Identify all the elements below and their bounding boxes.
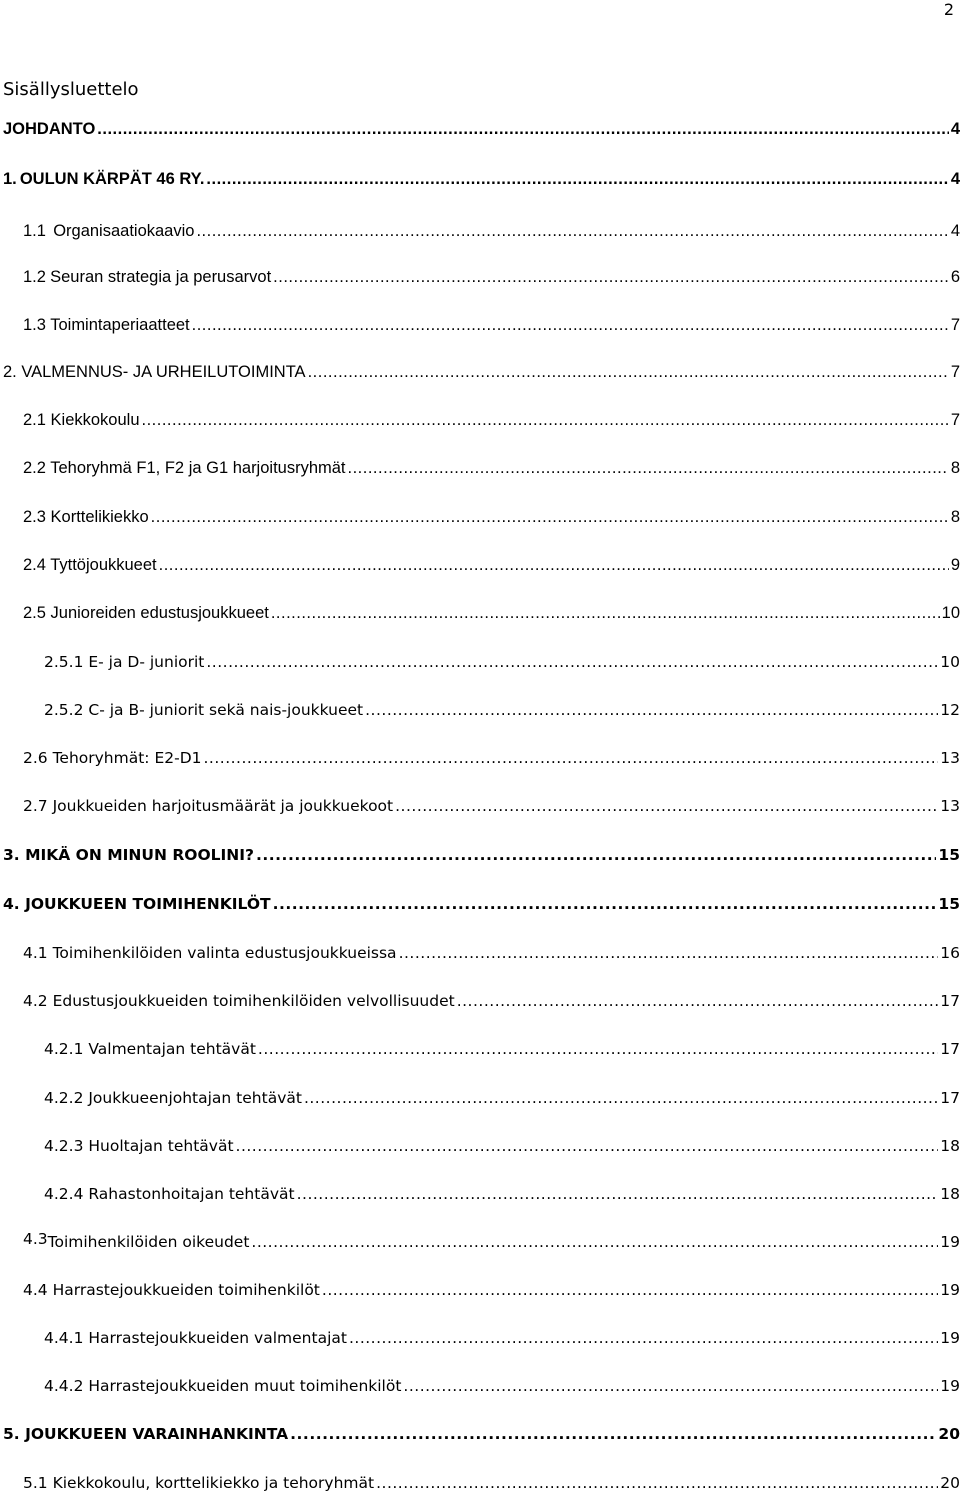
dot-leader (206, 650, 938, 674)
toc-entry-page: 20 (940, 1474, 960, 1492)
toc-entry-page: 17 (940, 1040, 960, 1058)
toc-entry-page: 19 (940, 1233, 960, 1251)
toc-entry-section-3[interactable] (3, 843, 960, 867)
toc-entry-section-2-1[interactable] (23, 408, 960, 432)
toc-entry-page: 12 (940, 701, 960, 719)
toc-entry-title: JOHDANTO (3, 120, 96, 138)
toc-entry-title: 4.2.4 Rahastonhoitajan tehtävät (44, 1185, 295, 1203)
toc-entry-title: 5.1 Kiekkokoulu, korttelikiekko ja tehoryhmät (23, 1474, 375, 1492)
toc-entry-page: 17 (940, 992, 960, 1010)
dot-leader (97, 117, 949, 141)
dot-leader (395, 794, 938, 818)
toc-entry-title: 2.2 Tehoryhmä F1, F2 ja G1 harjoitusryhmät (23, 459, 346, 477)
toc-entry-section-1-2[interactable] (23, 265, 960, 289)
toc-entry-section-4[interactable] (3, 892, 960, 916)
toc-entry-section-4-2-2[interactable] (44, 1086, 960, 1110)
toc-entry-page: 7 (950, 363, 960, 381)
toc-entry-page: 15 (938, 846, 960, 864)
toc-entry-page: 4 (950, 170, 960, 188)
toc-entry-number: 1.2 (23, 268, 46, 286)
dot-leader (151, 505, 949, 529)
toc-entry-title: Toimihenkilöiden oikeudet (47, 1233, 250, 1251)
toc-entry-section-4-3[interactable] (23, 1230, 960, 1254)
toc-entry-page: 10 (940, 653, 960, 671)
toc-entry-title: 4.2.1 Valmentajan tehtävät (44, 1040, 256, 1058)
toc-entry-section-5-1[interactable] (23, 1471, 960, 1495)
toc-entry-page: 8 (950, 459, 960, 477)
toc-entry-page: 7 (950, 411, 960, 429)
toc-entry-section-4-2-3[interactable] (44, 1134, 960, 1158)
toc-entry-section-1-1[interactable] (23, 219, 960, 243)
toc-entry-title: 4.4.2 Harrastejoukkueiden muut toimihenkilöt (44, 1377, 402, 1395)
toc-entry-section-4-1[interactable] (23, 941, 960, 965)
dot-leader (403, 1374, 938, 1398)
page-number: 2 (943, 0, 954, 19)
toc-entry-page: 18 (940, 1137, 960, 1155)
toc-entry-section-2-5-1[interactable] (44, 650, 960, 674)
toc-entry-page: 17 (940, 1089, 960, 1107)
toc-entry-section-2-5[interactable] (23, 601, 960, 625)
toc-entry-number: 1. (3, 170, 17, 188)
toc-entry-title: 4.2.3 Huoltajan tehtävät (44, 1137, 234, 1155)
toc-entry-number: 1.1 (23, 222, 46, 240)
toc-entry-title: 2.1 Kiekkokoulu (23, 411, 140, 429)
dot-leader (273, 892, 937, 916)
dot-leader (236, 1134, 939, 1158)
toc-entry-section-5[interactable] (3, 1422, 960, 1446)
toc-entry-title: 4.4 Harrastejoukkueiden toimihenkilöt (23, 1281, 320, 1299)
toc-entry-title: 3. MIKÄ ON MINUN ROOLINI? (3, 846, 254, 864)
dot-leader (322, 1278, 938, 1302)
toc-entry-title: 4.1 Toimihenkilöiden valinta edustusjoukkueissa (23, 944, 397, 962)
dot-leader (192, 313, 949, 337)
toc-entry-section-2-2[interactable] (23, 456, 960, 480)
dot-leader (348, 456, 949, 480)
toc-entry-page: 4 (950, 120, 960, 138)
toc-entry-title: 2. VALMENNUS- JA URHEILUTOIMINTA (3, 363, 306, 381)
toc-entry-section-1[interactable] (3, 167, 960, 191)
toc-entry-page: 13 (940, 749, 960, 767)
toc-entry-page: 18 (940, 1185, 960, 1203)
toc-entry-title: 5. JOUKKUEEN VARAINHANKINTA (3, 1425, 289, 1443)
dot-leader (204, 746, 939, 770)
toc-entry-section-2[interactable] (3, 360, 960, 384)
toc-entry-page: 19 (940, 1281, 960, 1299)
toc-entry-title: 2.5.1 E- ja D- juniorit (44, 653, 205, 671)
toc-entry-title: 2.4 Tyttöjoukkueet (23, 556, 157, 574)
dot-leader (304, 1086, 938, 1110)
toc-entry-title: 4. JOUKKUEEN TOIMIHENKILÖT (3, 895, 271, 913)
dot-leader (258, 1037, 938, 1061)
dot-leader (376, 1471, 938, 1495)
toc-entry-section-4-4[interactable] (23, 1278, 960, 1302)
toc-entry-title: 4.4.1 Harrastejoukkueiden valmentajat (44, 1329, 347, 1347)
toc-entry-section-4-4-1[interactable] (44, 1326, 960, 1350)
dot-leader (399, 941, 939, 965)
toc-heading: Sisällysluettelo (3, 79, 139, 100)
dot-leader (273, 265, 949, 289)
toc-entry-page: 15 (938, 895, 960, 913)
dot-leader (256, 843, 936, 867)
toc-entry-page: 13 (940, 797, 960, 815)
toc-entry-title: Seuran strategia ja perusarvot (50, 268, 272, 286)
dot-leader (251, 1230, 938, 1254)
toc-entry-page: 20 (938, 1425, 960, 1443)
toc-entry-johdanto[interactable] (3, 117, 960, 141)
toc-entry-section-4-4-2[interactable] (44, 1374, 960, 1398)
dot-leader (290, 1422, 936, 1446)
toc-entry-page: 9 (950, 556, 960, 574)
toc-entry-section-2-5-2[interactable] (44, 698, 960, 722)
toc-entry-title: 2.5 Junioreiden edustusjoukkueet (23, 604, 269, 622)
dot-leader (349, 1326, 938, 1350)
toc-entry-page: 4 (950, 222, 960, 240)
dot-leader (159, 553, 949, 577)
dot-leader (297, 1182, 939, 1206)
toc-entry-page: 19 (940, 1329, 960, 1347)
dot-leader (142, 408, 949, 432)
toc-entry-page: 10 (941, 604, 960, 622)
dot-leader (271, 601, 940, 625)
toc-entry-title: 4.2 Edustusjoukkueiden toimihenkilöiden velvollisuudet (23, 992, 455, 1010)
toc-entry-section-1-3[interactable] (23, 313, 960, 337)
toc-entry-section-4-2-4[interactable] (44, 1182, 960, 1206)
toc-entry-title: 4.2.2 Joukkueenjohtajan tehtävät (44, 1089, 302, 1107)
toc-entry-title: 2.5.2 C- ja B- juniorit sekä nais-joukkueet (44, 701, 364, 719)
toc-entry-section-4-2[interactable] (23, 989, 960, 1013)
dot-leader (206, 167, 948, 191)
dot-leader (196, 219, 948, 243)
toc-entry-page: 16 (940, 944, 960, 962)
toc-entry-page: 6 (950, 268, 960, 286)
toc-entry-number: 4.3 (23, 1230, 48, 1248)
toc-entry-title: Organisaatiokaavio (53, 222, 195, 240)
toc-entry-title: 1.3 Toimintaperiaatteet (23, 316, 190, 334)
toc-entry-title: 2.3 Korttelikiekko (23, 508, 149, 526)
dot-leader (308, 360, 949, 384)
toc-entry-page: 7 (950, 316, 960, 334)
toc-entry-title: 2.7 Joukkueiden harjoitusmäärät ja joukkuekoot (23, 797, 394, 815)
toc-entry-title: OULUN KÄRPÄT 46 RY. (19, 170, 205, 188)
toc-entry-section-2-3[interactable] (23, 505, 960, 529)
toc-entry-page: 19 (940, 1377, 960, 1395)
toc-entry-page: 8 (950, 508, 960, 526)
toc-entry-section-2-6[interactable] (23, 746, 960, 770)
dot-leader (365, 698, 938, 722)
toc-entry-title: 2.6 Tehoryhmät: E2-D1 (23, 749, 202, 767)
toc-entry-section-4-2-1[interactable] (44, 1037, 960, 1061)
dot-leader (457, 989, 939, 1013)
toc-entry-section-2-4[interactable] (23, 553, 960, 577)
toc-entry-section-2-7[interactable] (23, 794, 960, 818)
